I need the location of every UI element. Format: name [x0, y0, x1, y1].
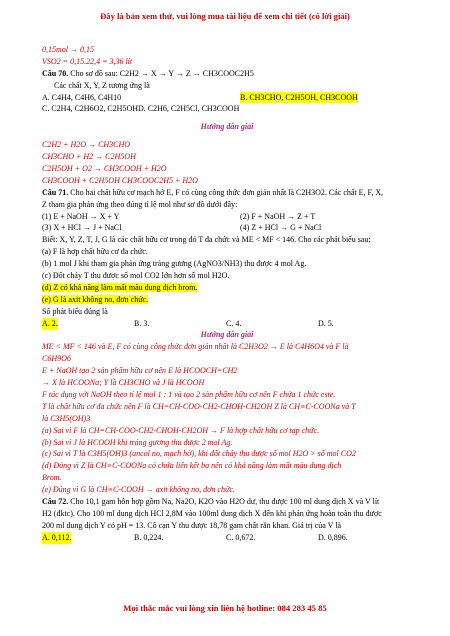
- q70-solution-1: C2H2 + H2O → CH3CHO: [42, 140, 131, 150]
- q72-option-b: B. 0,224.: [134, 532, 164, 542]
- q71-option-b: B. 3.: [134, 318, 150, 328]
- q70-stem-text: Cho sơ đồ sau: C2H2 → X → Y → Z → CH3COOC2H5: [70, 68, 254, 78]
- q71-option-a: A. 2.: [42, 318, 58, 328]
- q71-statement-e: (e) G là axit không no, đơn chức.: [42, 294, 149, 304]
- q71-stem-1: Câu 71. Cho hai chất hữu cơ mạch hở E, F có cùng công thức đơn giản nhất là C2H3O2. Các chất E, F, X,: [42, 187, 384, 197]
- q71-guide-3: E + NaOH tạo 2 sản phẩm hữu cơ nên E là HCOOCH=CH2: [42, 366, 238, 376]
- q72-option-a: A. 0,112.: [42, 532, 72, 542]
- q71-stem-2: Z tham gia phản ứng theo đúng tỉ lệ mol như sơ đồ dưới đây:: [42, 199, 238, 209]
- hotline-footer: Mọi thắc mắc vui lòng xin liên hệ hotline: 084 283 45 85: [123, 603, 327, 613]
- q71-option-d: D. 5.: [318, 318, 334, 328]
- q71-guide-12: Brom.: [42, 473, 62, 483]
- q71-guide-5: F tác dụng với NaOH theo tỉ lệ mol 1 : 1 và tạo 2 sản phẩm hữu cơ nên F chứa 1 chức este.: [42, 389, 336, 399]
- q71-options: [42, 318, 412, 330]
- q72-options: [42, 532, 412, 544]
- q71-reactions-row2: [42, 222, 412, 234]
- q70-option-c: C. C2H4, C2H6O2, C2H5OH: [42, 104, 139, 114]
- q72-stem-3: 200 ml dung dịch Y có pH = 13. Cô cạn Y thu được 18,78 gam chất rắn khan. Giá trị của V là: [42, 520, 342, 530]
- q71-reaction-4: (4) Z + HCl → G + NaCl: [240, 223, 322, 233]
- q70-option-a: A. C4H4, C4H6, C4H10: [42, 92, 122, 102]
- q72-stem-1: Câu 72. Cho 10,1 gam hỗn hợp gồm Na, Na2O, K2O vào H2O dư, thu được 100 ml dung dịch X và V lít: [42, 496, 380, 506]
- q71-guide-2: C6H9O6: [42, 354, 71, 364]
- q72-option-d: D. 0,896.: [318, 532, 348, 542]
- q70-option-b: B. CH3CHO, C2H5OH, CH3COOH: [240, 92, 358, 102]
- q71-statement-b: (b) 1 mol J khi tham gia phản ứng tráng gương (AgNO3/NH3) thu được 4 mol Ag.: [42, 259, 307, 269]
- q72-option-c: C. 0,672.: [226, 532, 256, 542]
- q71-guide-1: ME < MF < 146 và E, F có cùng công thức đơn giản nhất là C2H3O2 → E là C4H6O4 và F là: [42, 342, 349, 352]
- q72-stem-2: H2 (đktc). Cho 100 ml dung dịch HCl 2,8M vào 100ml dung dịch X đến khi phản ứng hoàn toàn thu được: [42, 508, 382, 518]
- q71-statement-a: (a) F là hợp chất hữu cơ đa chức.: [42, 247, 148, 257]
- q71-guide-8: (a) Sai vì F là CH=CH-COO-CH2-CHOH-CH2OH → F là hợp chất hữu cơ tạp chức.: [42, 425, 320, 435]
- q71-guide-11: (d) Đúng vì Z là CH≡C-COONa có chứa liên kết ba nên có khả năng làm mất màu dung dịch: [42, 461, 342, 471]
- q71-guide-4: → X là HCOONa; Y là CH3CHO và J là HCOOH: [42, 378, 205, 388]
- prev-line-1: 0,15mol → 0,15: [42, 45, 94, 54]
- document-content: [42, 44, 412, 544]
- q70-options-row1: [42, 92, 412, 104]
- q71-option-c: C. 4.: [226, 318, 242, 328]
- q71-statement-c: (c) Đốt cháy T thu được số mol CO2 lớn hơn số mol H2O.: [42, 271, 230, 281]
- q71-statement-d: (d) Z có khả năng làm mất màu dung dịch brom.: [42, 282, 198, 292]
- q71-guide-6: T là chất hữu cơ đa chức nên F là CH=CH-COO-CH2-CHOH-CH2OH Z là CH≡C-COONa và T: [42, 401, 356, 411]
- q71-guide-10: (c) Sai vì T là C3H5(OH)3 (ancol no, mạch hở), khi đốt cháy thu được số mol H2O > số mol CO2: [42, 449, 356, 459]
- q71-guide-13: (e) Đúng vì G là CH≡C-COOH → axit không no, đơn chức.: [42, 485, 235, 495]
- q71-reactions-row1: [42, 211, 412, 223]
- q70-solution-2: CH3CHO + H2 → C2H5OH: [42, 152, 136, 162]
- q70-option-d: D. C2H6, C2H5Cl, CH3COOH: [138, 104, 240, 114]
- q70-stem: Câu 70. Cho sơ đồ sau: C2H2 → X → Y → Z → CH3COOC2H5: [42, 68, 254, 78]
- q70-guide-title: Hướng dẫn giải: [200, 122, 254, 132]
- preview-header: Đây là bản xem thử, vui lòng mua tài liệu để xem chi tiết (có lời giải): [100, 11, 350, 21]
- q71-reaction-2: (2) F + NaOH → Z + T: [240, 211, 316, 221]
- q71-reaction-1: (1) E + NaOH → X + Y: [42, 211, 120, 221]
- q70-sub: Các chất X, Y, Z tương ứng là: [54, 80, 150, 90]
- q71-count: Số phát biểu đúng là: [42, 306, 108, 316]
- q70-solution-3: C2H5OH + O2 → CH3COOH + H2O: [42, 164, 167, 174]
- q70-options-row2: [42, 103, 412, 115]
- q71-guide-7: là C3H5(OH)3: [42, 413, 91, 423]
- q71-guide-9: (b) Sai vì J là HCOOH khi tráng gương thu được 2 mol Ag.: [42, 437, 233, 447]
- q70-solution-4: CH3COOH + C2H5OH CH3COOC2H5 + H2O: [42, 175, 198, 185]
- q71-guide-title: Hướng dẫn giải: [200, 330, 254, 340]
- prev-line-2: VSO2 = 0,15.22,4 = 3,36 lít: [42, 56, 133, 66]
- q71-given: Biết: X, Y, Z, T, J, G là các chất hữu cơ trong đó T đa chức và ME < MF < 146. Cho các phát biểu sau:: [42, 235, 371, 245]
- q71-reaction-3: (3) X + HCl → J + NaCl: [42, 223, 122, 233]
